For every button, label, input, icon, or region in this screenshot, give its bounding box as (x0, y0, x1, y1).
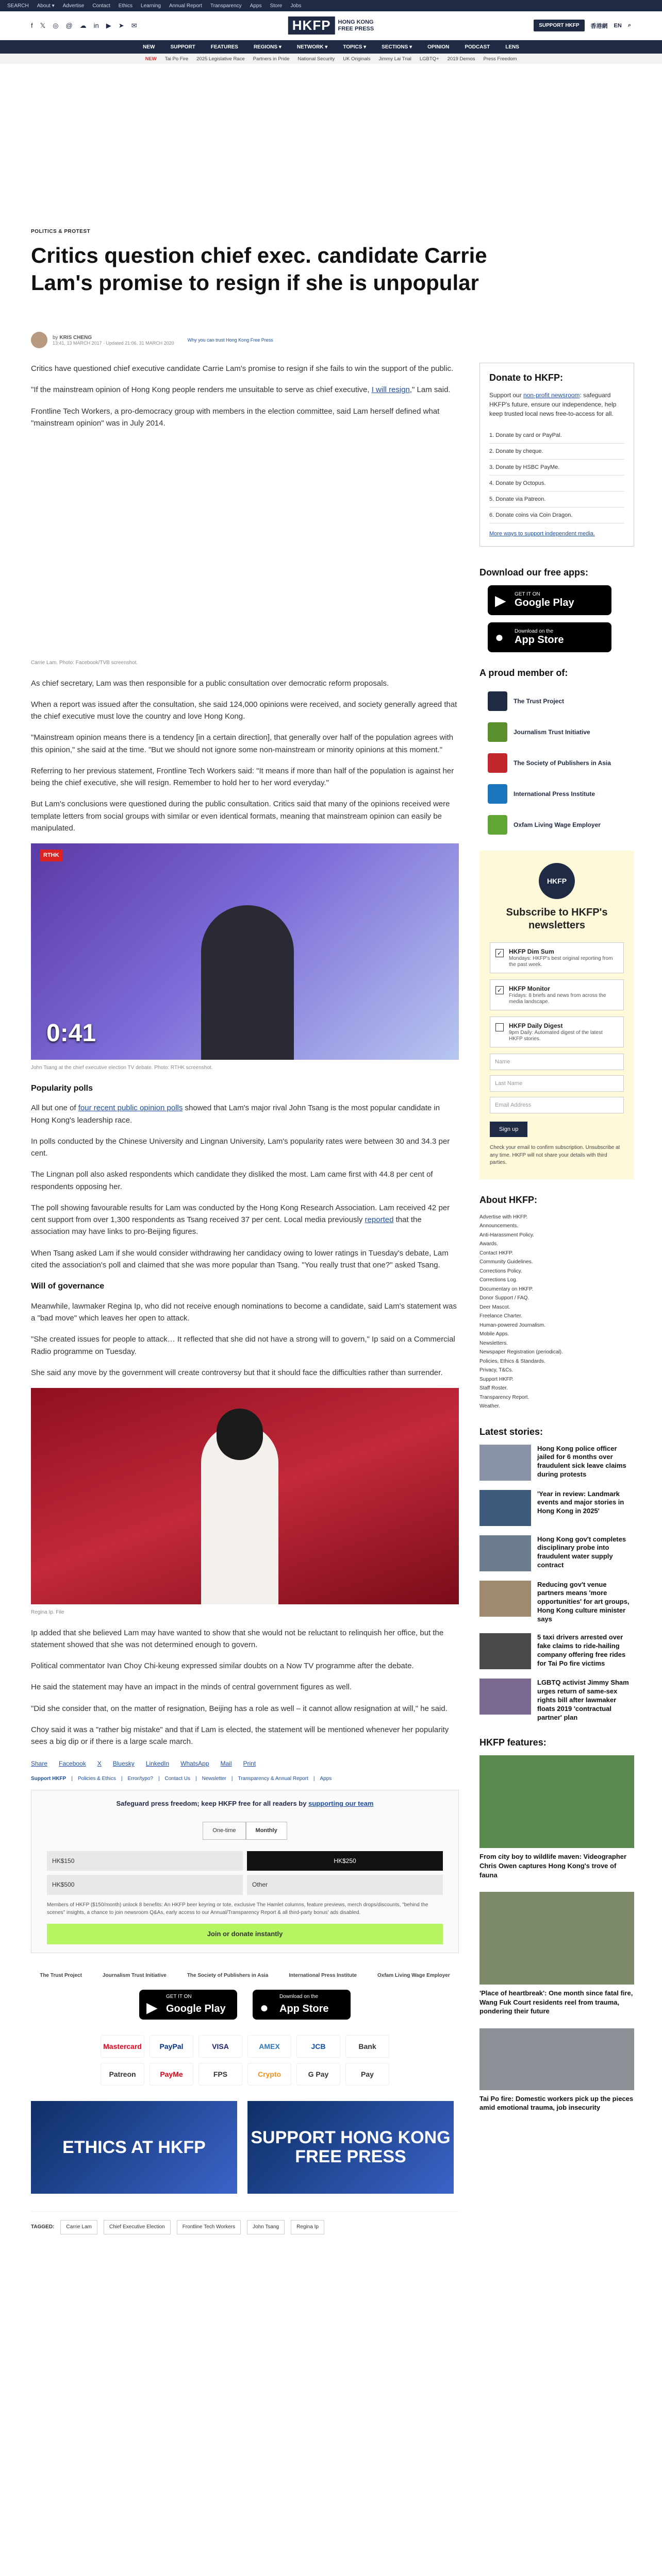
topbar-contact[interactable]: Contact (92, 3, 110, 9)
polls-link[interactable]: four recent public opinion polls (78, 1104, 183, 1113)
share-linkedin[interactable]: LinkedIn (145, 1760, 170, 1768)
site-logo[interactable] (288, 16, 374, 35)
amount-option-selected[interactable]: HK$250 (247, 1851, 443, 1871)
trending-item[interactable]: Tai Po Fire (164, 56, 189, 62)
story-title[interactable]: Hong Kong police officer jailed for 6 months over fraudulent sick leave claims during protests (537, 1444, 626, 1479)
about-link[interactable]: Weather. (479, 1403, 500, 1409)
app-store-row (31, 1990, 459, 2020)
newsletter-signup (479, 851, 634, 1179)
checkbox-checked[interactable]: ✓ (495, 949, 504, 957)
paragraph: Political commentator Ivan Choy Chi-keung expressed similar doubts on a Now TV programme after the debate. (31, 1662, 414, 1671)
story-thumbnail (479, 1490, 531, 1526)
about-links (479, 1213, 634, 1411)
google-play-button[interactable]: ▶ GET IT ON Google Play (488, 585, 611, 615)
mail-icon[interactable]: ✉ (131, 21, 137, 29)
trust-note-link[interactable]: Why you can trust Hong Kong Free Press (187, 337, 273, 343)
newsletter-option[interactable]: ✓ HKFP Dim Sum Mondays: HKFP's best original reporting from the past week. (490, 942, 624, 973)
paragraph: Choy said it was a "rather big mistake" and that if Lam is elected, the statement will be mentioned whenever her popularity sees a big dip or if there is a large scale march. (31, 1725, 449, 1747)
topbar-ethics[interactable]: Ethics (118, 3, 133, 9)
nav-regions[interactable]: REGIONS ▾ (253, 44, 282, 50)
trending-item[interactable]: 2019 Demos (447, 56, 475, 62)
payment-logo: Crypto (247, 2063, 291, 2086)
nav-sections[interactable]: SECTIONS ▾ (382, 44, 412, 50)
apps-link[interactable]: Apps (320, 1775, 332, 1782)
feature-item[interactable] (479, 2028, 634, 2112)
story-thumbnail (479, 1679, 531, 1715)
amount-option[interactable]: HK$150 (47, 1851, 243, 1871)
payment-methods (101, 2035, 389, 2086)
section-heading: Popularity polls (31, 1083, 93, 1093)
trending-item[interactable]: UK Originals (343, 56, 371, 62)
tag[interactable]: Chief Executive Election (104, 2220, 171, 2234)
main-nav (0, 40, 662, 54)
topbar-about[interactable]: About ▾ (37, 3, 55, 9)
payment-logo: AMEX (247, 2035, 291, 2058)
donate-widget (31, 1790, 459, 1953)
topbar-apps[interactable]: Apps (250, 3, 262, 9)
about-link[interactable]: Contact HKFP. (479, 1250, 514, 1256)
paragraph: In polls conducted by the Chinese University and Lingnan University, Lam's popularity rates were between 30 and 34.3 per cent. (31, 1137, 450, 1158)
newsletter-note: Check your email to confirm subscription. Unsubscribe at any time. HKFP will not share your details with third parties. (490, 1145, 620, 1165)
facebook-icon[interactable]: f (31, 21, 33, 29)
section-heading: Will of governance (31, 1282, 105, 1291)
article-footer-links: Support HKFP | Policies & Ethics | Error/typo? | Contact Us | Newsletter | Transparency & Annual Report | Apps (31, 1775, 459, 1783)
trending-item[interactable]: Press Freedom (483, 56, 517, 62)
last-name-input[interactable]: Last Name (490, 1075, 624, 1092)
story-thumbnail (479, 1581, 531, 1617)
story-item[interactable] (479, 1679, 634, 1722)
amount-options (47, 1851, 443, 1895)
tab-one-time[interactable]: One-time (203, 1822, 245, 1840)
app-store-button[interactable]: ● Download on the App Store (488, 622, 611, 652)
article-category[interactable]: POLITICS & PROTEST (31, 229, 91, 234)
about-link[interactable]: Donor Support / FAQ. (479, 1295, 529, 1301)
tag[interactable]: Carrie Lam (60, 2220, 97, 2234)
paragraph: Meanwhile, lawmaker Regina Ip, who did not receive enough nominations to become a candidate, said Lam's statement was a "bad move" which leaves her open to attack. (31, 1301, 457, 1323)
member-item[interactable]: The Society of Publishers in Asia (488, 748, 634, 778)
member-logo (488, 722, 507, 742)
google-play-icon: ▶ (146, 1999, 158, 2016)
article-byline: by KRIS CHENG 13:41, 13 MARCH 2017 · Updated 21:06, 31 MARCH 2020 Why you can trust Hong Kong Free Press (31, 332, 273, 348)
payment-logo: Bank (345, 2035, 389, 2058)
story-title[interactable]: 'Year in review: Landmark events and major stories in Hong Kong in 2025' (537, 1489, 624, 1515)
about-link[interactable]: Human-powered Journalism. (479, 1322, 545, 1328)
about-link[interactable]: Community Guidelines. (479, 1259, 533, 1265)
story-item[interactable] (479, 1445, 634, 1481)
nav-opinion[interactable]: OPINION (427, 44, 450, 50)
paragraph: When Tsang asked Lam if she would consider withdrawing her candidacy owing to lower ratings in Tuesday's debate, Lam cited the association's poll and claimed that she was more popular than Tsang. "You really trust that one?" asked Tsang. (31, 1248, 449, 1269)
about-link[interactable]: Newspaper Registration (periodical). (479, 1349, 563, 1355)
about-link[interactable]: Corrections Policy. (479, 1268, 522, 1274)
sopa-logo[interactable]: The Society of Publishers in Asia (187, 1972, 269, 1978)
story-title[interactable]: Hong Kong gov't completes disciplinary probe into fraudulent water supply contract (537, 1535, 626, 1569)
member-logo (488, 691, 507, 711)
feature-item[interactable] (479, 1755, 634, 1879)
member-logo (488, 784, 507, 804)
about-heading: About HKFP: (479, 1194, 537, 1205)
paragraph: "She created issues for people to attack… It reflected that she did not have a strong will to govern," Ip said on a Commercial Radio programme on Tuesday. (31, 1335, 455, 1356)
share-label: Share (31, 1760, 48, 1768)
paragraph: "Mainstream opinion means there is a tendency [in a certain direction], that generally over half of the population agrees with this opinion," she said at the time. "But we should not ignore some non-mainstream or minority opinions at this moment." (31, 733, 454, 754)
payment-logo: VISA (198, 2035, 242, 2058)
about-link[interactable]: Awards. (479, 1241, 498, 1247)
policies-link[interactable]: Policies & Ethics (77, 1775, 116, 1782)
checkbox-unchecked[interactable] (495, 1023, 504, 1031)
amount-option[interactable]: Other (247, 1875, 443, 1895)
ethics-banner[interactable]: ETHICS AT HKFP (31, 2101, 237, 2194)
reported-link[interactable]: reported (365, 1215, 394, 1225)
topbar-advertise[interactable]: Advertise (62, 3, 85, 9)
member-item[interactable]: International Press Institute (488, 778, 634, 809)
story-title[interactable]: LGBTQ activist Jimmy Sham urges return of same-sex rights bill after lawmaker floats 2019 'contractual partner' plan (537, 1678, 629, 1721)
story-item[interactable] (479, 1581, 634, 1624)
membership-note: Members of HKFP ($150/month) unlock 8 benefits: An HKFP beer keyring or tote, exclusive The Hamlet columns, feature previews, merch drops/discounts, "behind the scenes" insights, a chance to join newsroom Q&As, early access to our Annual/Transparency Report & all third-party bonus' ads disabled. (47, 1902, 428, 1916)
email-input[interactable]: Email Address (490, 1097, 624, 1113)
speaker-figure (201, 905, 294, 1060)
author-avatar[interactable] (31, 332, 47, 348)
paragraph: The Lingnan poll also asked respondents which candidate they disliked the most. Lam came first with 44.8 per cent of respondents opposing her. (31, 1170, 433, 1191)
paragraph: But Lam's conclusions were questioned during the public consultation. Critics said that many of the opinions received were template letters from social groups with similar or even identical formats, meaning that mainstream opinion can easily be manipulated. (31, 800, 450, 833)
nav-podcast[interactable]: PODCAST (465, 44, 490, 50)
first-name-input[interactable]: Name (490, 1054, 624, 1070)
paragraph: Frontline Tech Workers, a pro-democracy group with members in the election committee, said Lam herself defined what "mainstream opinion" was in July 2014. (31, 406, 440, 428)
donate-option[interactable]: 3. Donate by HSBC PayMe. (489, 460, 624, 476)
newsletter-option[interactable]: HKFP Daily Digest 9pm Daily: Automated digest of the latest HKFP stories. (490, 1016, 624, 1047)
payment-logo: G Pay (296, 2063, 340, 2086)
features-heading: HKFP features: (479, 1737, 547, 1748)
share-mail[interactable]: Mail (220, 1760, 232, 1768)
about-link[interactable]: Transparency Report. (479, 1394, 529, 1400)
latest-stories (479, 1445, 634, 1722)
trending-label: NEW (145, 56, 157, 62)
linkedin-icon[interactable]: in (93, 21, 99, 29)
paragraph: All but one of four recent public opinion polls showed that Lam's major rival John Tsang is the most popular candidate in Hong Kong's leadership race. (31, 1104, 440, 1125)
newsletter-title: Subscribe to HKFP's newsletters (506, 907, 608, 931)
debate-timer: 0:41 (46, 1019, 96, 1047)
lang-english[interactable]: EN (614, 22, 622, 29)
youtube-icon[interactable]: ▶ (106, 21, 111, 29)
photo-caption: Carrie Lam. Photo: Facebook/TVB screenshot. (31, 660, 138, 666)
share-whatsapp[interactable]: WhatsApp (180, 1760, 209, 1768)
header-actions (534, 20, 631, 31)
member-item[interactable]: The Trust Project (488, 686, 634, 717)
trending-item[interactable]: Jimmy Lai Trial (378, 56, 411, 62)
about-link[interactable]: Corrections Log. (479, 1277, 518, 1283)
donate-option[interactable]: 5. Donate via Patreon. (489, 492, 624, 507)
about-link[interactable]: Support HKFP. (479, 1376, 514, 1382)
checkbox-checked[interactable]: ✓ (495, 986, 504, 994)
carrie-lam-photo (31, 438, 459, 655)
support-link[interactable]: Support HKFP (31, 1775, 67, 1782)
ipi-logo[interactable]: International Press Institute (289, 1972, 357, 1978)
trending-bar (0, 54, 662, 64)
paragraph: Critics have questioned chief executive candidate Carrie Lam's promise to resign if she fails to win the support of the public. (31, 364, 454, 373)
tag[interactable]: Regina Ip (291, 2220, 324, 2234)
payment-logo: FPS (198, 2063, 242, 2086)
newsletter-option[interactable]: ✓ HKFP Monitor Fridays: 8 briefs and news from across the media landscape. (490, 979, 624, 1010)
tag[interactable]: John Tsang (247, 2220, 285, 2234)
member-list (488, 686, 634, 840)
jti-logo[interactable]: Journalism Trust Initiative (102, 1972, 167, 1978)
trending-item[interactable]: LGBTQ+ (419, 56, 439, 62)
trending-item[interactable]: Partners in Pride (253, 56, 290, 62)
story-thumbnail (479, 1535, 531, 1571)
trending-item[interactable]: National Security (297, 56, 335, 62)
about-link[interactable]: Deer Mascot. (479, 1304, 510, 1310)
paragraph: When a report was issued after the consultation, she said 124,000 opinions were received, and society generally agreed that the chief executive must love the country and love Hong Kong. (31, 700, 457, 721)
share-print[interactable]: Print (243, 1760, 256, 1768)
nav-topics[interactable]: TOPICS ▾ (343, 44, 367, 50)
donate-panel-title: Donate to HKFP: (489, 372, 563, 383)
topbar-store[interactable]: Store (270, 3, 283, 9)
x-icon[interactable]: 𝕏 (40, 21, 46, 29)
member-logo (488, 815, 507, 835)
story-thumbnail (479, 1445, 531, 1481)
member-item[interactable]: Journalism Trust Initiative (488, 717, 634, 748)
about-link[interactable]: Privacy, T&Cs. (479, 1367, 514, 1373)
story-title[interactable]: Reducing gov't venue partners means 'more opportunities' for art groups, Hong Kong culture minister says (537, 1580, 630, 1623)
article-body (31, 363, 459, 2234)
about-link[interactable]: Staff Roster. (479, 1385, 508, 1391)
supporting-team-link[interactable]: supporting our team (308, 1800, 374, 1808)
frequency-tabs (47, 1822, 443, 1840)
donate-option[interactable]: 1. Donate by card or PayPal. (489, 428, 624, 444)
donate-panel (479, 363, 634, 547)
photo-caption: Regina Ip. File (31, 1609, 64, 1616)
transparency-link[interactable]: Transparency & Annual Report (238, 1775, 308, 1782)
payment-logo: PayPal (150, 2035, 193, 2058)
tag[interactable]: Frontline Tech Workers (177, 2220, 241, 2234)
app-store-button[interactable]: ● Download on the App Store (253, 1990, 351, 2020)
contact-link[interactable]: Contact Us (164, 1775, 191, 1782)
sidebar-app-buttons (488, 585, 634, 652)
payment-logo: Mastercard (101, 2035, 144, 2058)
bluesky-icon[interactable]: ☁ (79, 21, 87, 29)
support-banner[interactable]: SUPPORT HONG KONG FREE PRESS (247, 2101, 454, 2194)
photo-caption: John Tsang at the chief executive election TV debate. Photo: RTHK screenshot. (31, 1065, 213, 1071)
member-item[interactable]: Oxfam Living Wage Employer (488, 809, 634, 840)
feature-title[interactable]: Tai Po fire: Domestic workers pick up the pieces amid emotional trauma, job insecurity (479, 2094, 634, 2112)
story-item[interactable] (479, 1490, 634, 1526)
trending-item[interactable]: 2025 Legislative Race (196, 56, 245, 62)
google-play-icon: ▶ (495, 592, 506, 608)
topbar-transparency[interactable]: Transparency (210, 3, 242, 9)
join-donate-button[interactable]: Join or donate instantly (47, 1924, 443, 1944)
paragraph: "If the mainstream opinion of Hong Kong people renders me unsuitable to serve as chief executive, I will resign," Lam said. (31, 385, 451, 395)
site-header (0, 11, 662, 40)
tags-label: TAGGED: (31, 2224, 55, 2230)
error-link[interactable]: Error/typo? (127, 1775, 153, 1782)
donate-option[interactable]: 6. Donate coins via Coin Dragon. (489, 507, 624, 523)
feature-title[interactable]: 'Place of heartbreak': One month since fatal fire, Wang Fuk Court residents reel from trauma, pondering their future (479, 1989, 633, 2015)
latest-heading: Latest stories: (479, 1426, 543, 1437)
about-link[interactable]: Mobile Apps. (479, 1331, 509, 1337)
feature-stories (479, 1755, 634, 2112)
sign-up-button[interactable]: Sign up (490, 1122, 527, 1137)
feature-image (479, 2028, 634, 2090)
nav-new[interactable]: NEW (143, 44, 155, 50)
newsletter-link[interactable]: Newsletter (202, 1775, 226, 1782)
about-link[interactable]: Advertise with HKFP. (479, 1214, 528, 1220)
article-title: Critics question chief exec. candidate Carrie Lam's promise to resign if she is unpopular (31, 243, 487, 295)
share-x[interactable]: X (97, 1760, 102, 1768)
regina-ip-photo (31, 1388, 459, 1604)
paragraph: Ip added that she believed Lam may have wanted to show that she would not be reluctant to relinquish her office, but the statement showed that she was not determined enough to govern. (31, 1628, 444, 1649)
share-facebook[interactable]: Facebook (59, 1760, 86, 1768)
top-utility-bar (0, 0, 662, 11)
newsletter-logo: HKFP (539, 863, 575, 899)
logo-text: HONG KONG FREE PRESS (338, 19, 374, 32)
author-name[interactable]: KRIS CHENG (59, 334, 92, 341)
feature-item[interactable] (479, 1892, 634, 2016)
payment-logo: JCB (296, 2035, 340, 2058)
member-logo (488, 753, 507, 773)
paragraph: As chief secretary, Lam was then responsible for a public consultation over democratic reform proposals. (31, 679, 389, 688)
story-item[interactable] (479, 1535, 634, 1571)
about-link[interactable]: Announcements. (479, 1223, 519, 1229)
nav-support[interactable]: SUPPORT (170, 44, 195, 50)
feature-image (479, 1755, 634, 1848)
instagram-icon[interactable]: ◎ (53, 21, 59, 29)
topbar-learning[interactable]: Learning (141, 3, 161, 9)
trust-project-logo[interactable]: The Trust Project (40, 1972, 82, 1978)
rthk-logo-badge: RTHK (40, 850, 62, 861)
nav-lens[interactable]: LENS (505, 44, 519, 50)
story-thumbnail (479, 1633, 531, 1669)
tab-monthly[interactable]: Monthly (246, 1822, 287, 1840)
topbar-search[interactable]: SEARCH (7, 3, 29, 9)
donate-panel-text: Support our non-profit newsroom: safeguard HKFP's future, ensure our independence, help keep trusted local news free-to-access for all. (489, 392, 617, 417)
john-tsang-photo (31, 843, 459, 1060)
apple-icon: ● (495, 629, 504, 645)
feature-title[interactable]: From city boy to wildlife maven: Videographer Chris Owen captures Hong Kong's trove of fauna (479, 1853, 627, 1879)
promo-banners (31, 2101, 459, 2194)
payment-logo: Pay (345, 2063, 389, 2086)
nonprofit-link[interactable]: non-profit newsroom (523, 392, 580, 399)
about-link[interactable]: Documentary on HKFP. (479, 1286, 534, 1292)
share-row (31, 1759, 459, 1769)
topbar-jobs[interactable]: Jobs (290, 3, 302, 9)
payment-logo: PayMe (150, 2063, 193, 2086)
lang-chinese[interactable]: 香港網 (590, 23, 608, 29)
member-logos-row (31, 1972, 459, 1980)
oxfam-logo[interactable]: Oxfam Living Wage Employer (377, 1972, 450, 1978)
donate-widget-title: Safeguard press freedom; keep HKFP free for all readers by supporting our team (116, 1800, 374, 1808)
paragraph: Referring to her previous statement, Frontline Tech Workers said: "It means if more than half of the population is against her being the chief executive, she will resign. Remember to hold her to her word everyday." (31, 766, 454, 787)
paragraph: He said the statement may have an impact in the minds of central government figures as well. (31, 1683, 352, 1692)
donate-option[interactable]: 2. Donate by cheque. (489, 444, 624, 460)
about-link[interactable]: Freelance Charter. (479, 1313, 522, 1319)
donate-options (489, 428, 624, 523)
telegram-icon[interactable]: ➤ (118, 21, 124, 29)
apple-icon: ● (260, 1999, 269, 2016)
resign-link[interactable]: I will resign (371, 385, 410, 395)
google-play-button[interactable]: ▶ GET IT ON Google Play (139, 1990, 237, 2020)
sidebar (479, 363, 634, 2125)
story-item[interactable] (479, 1633, 634, 1669)
story-title[interactable]: 5 taxi drivers arrested over fake claims to ride-hailing company offering free rides for Tai Po fire victims (537, 1633, 626, 1667)
logo-mark: HKFP (288, 16, 335, 35)
amount-option[interactable]: HK$500 (47, 1875, 243, 1895)
about-link[interactable]: Anti-Harassment Policy. (479, 1232, 534, 1238)
member-heading: A proud member of: (479, 668, 568, 678)
social-icons (31, 22, 137, 30)
more-ways-link[interactable]: More ways to support independent media. (489, 531, 595, 537)
apps-heading: Download our free apps: (479, 567, 589, 578)
speaker-hair (217, 1409, 263, 1460)
paragraph: She said any move by the government will create controversy but that it should face the difficulties rather than surrender. (31, 1368, 443, 1377)
nav-network[interactable]: NETWORK ▾ (296, 44, 328, 50)
donate-option[interactable]: 4. Donate by Octopus. (489, 476, 624, 492)
share-bluesky[interactable]: Bluesky (112, 1760, 135, 1768)
article-dates: 13:41, 13 MARCH 2017 · Updated 21:06, 31 MARCH 2020 (53, 340, 174, 346)
paragraph: "Did she consider that, on the matter of resignation, Beijing has a role as well – it cannot allow resignation at will," he said. (31, 1704, 448, 1713)
about-link[interactable]: Policies, Ethics & Standards. (479, 1358, 545, 1364)
topbar-annual-report[interactable]: Annual Report (169, 3, 202, 9)
nav-features[interactable]: FEATURES (210, 44, 238, 50)
support-hkfp-button[interactable]: SUPPORT HKFP (534, 20, 584, 31)
feature-image (479, 1892, 634, 1985)
payment-logo: Patreon (101, 2063, 144, 2086)
threads-icon[interactable]: @ (65, 21, 73, 29)
search-icon[interactable]: ⌕ (627, 22, 631, 28)
paragraph: The poll showing favourable results for Lam was conducted by the Hong Kong Research Association. Lam received 42 per cent support from over 1,300 respondents as Tsang received 37 per cent. Local media previously reported that the association may have links to pro-Beijing figures. (31, 1203, 450, 1236)
article-tags (31, 2211, 459, 2234)
about-link[interactable]: Newsletters. (479, 1340, 508, 1346)
